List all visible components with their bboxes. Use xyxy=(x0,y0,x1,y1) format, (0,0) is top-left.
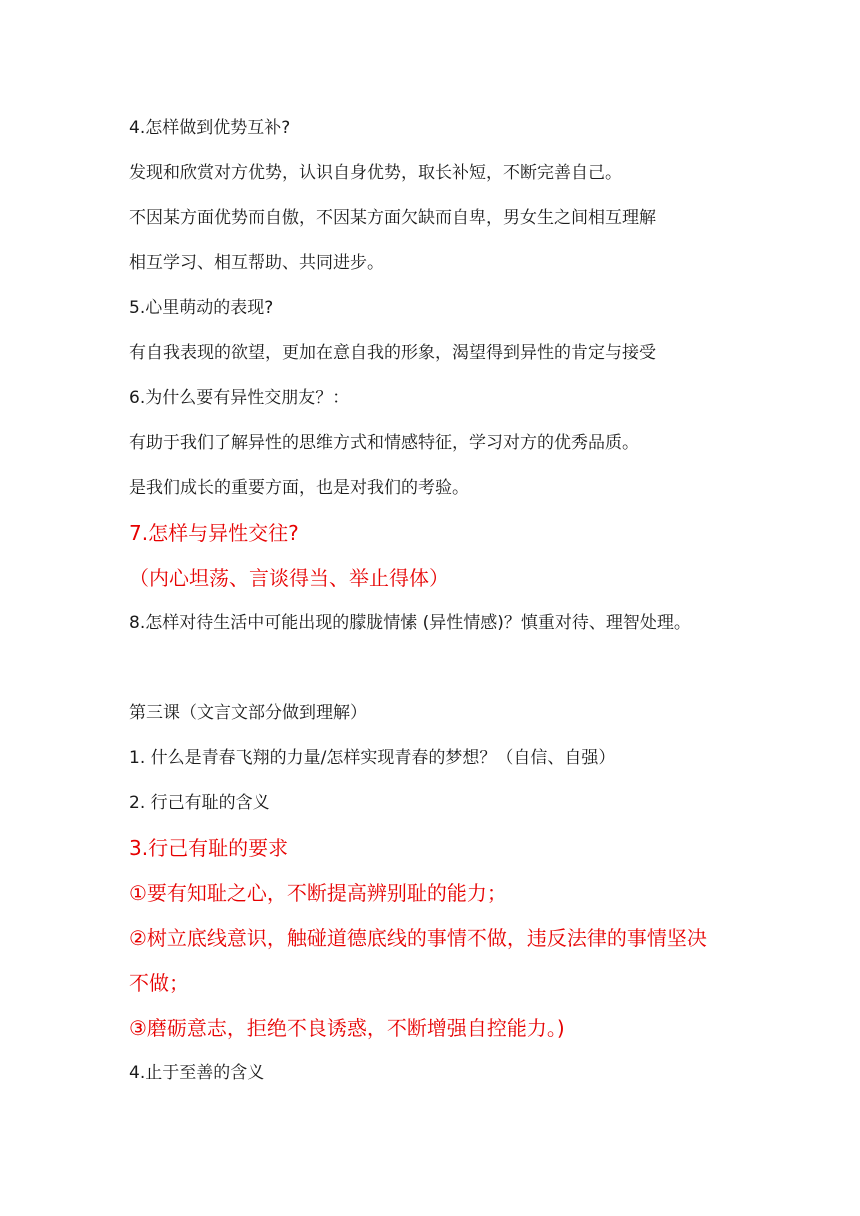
answer-4-line-2: 不因某方面优势而自傲，不因某方面欠缺而自卑，男女生之间相互理解 xyxy=(129,208,656,228)
requirement-2-line-1: ②树立底线意识，触碰道德底线的事情不做，违反法律的事情坚决 xyxy=(129,926,707,950)
requirement-3: ③磨砺意志，拒绝不良诱惑，不断增强自控能力。) xyxy=(129,1016,565,1040)
answer-4-line-1: 发现和欣赏对方优势，认识自身优势，取长补短，不断完善自己。 xyxy=(129,163,622,183)
requirement-1: ①要有知耻之心，不断提高辨别耻的能力； xyxy=(129,881,507,905)
requirement-2-line-2: 不做； xyxy=(129,971,189,995)
question-4-heading: 4.怎样做到优势互补? xyxy=(129,118,291,138)
question-8-line: 8.怎样对待生活中可能出现的朦胧情愫 (异性情感)？慎重对待、理智处理。 xyxy=(129,613,691,633)
lesson-3-item-3-heading: 3.行己有耻的要求 xyxy=(129,836,289,860)
lesson-3-item-2: 2. 行己有耻的含义 xyxy=(129,793,270,813)
answer-4-line-3: 相互学习、相互帮助、共同进步。 xyxy=(129,253,384,273)
lesson-3-title: 第三课（文言文部分做到理解） xyxy=(129,703,367,723)
answer-5-line-1: 有自我表现的欲望，更加在意自我的形象，渴望得到异性的肯定与接受 xyxy=(129,343,656,363)
question-5-heading: 5.心里萌动的表现? xyxy=(129,298,274,318)
answer-7-line-1: （内心坦荡、言谈得当、举止得体） xyxy=(129,566,449,590)
answer-6-line-2: 是我们成长的重要方面，也是对我们的考验。 xyxy=(129,478,469,498)
lesson-3-item-1: 1. 什么是青春飞翔的力量/怎样实现青春的梦想？（自信、自强） xyxy=(129,748,616,768)
question-7-heading: 7.怎样与异性交往? xyxy=(129,521,299,545)
question-6-heading: 6.为什么要有异性交朋友？： xyxy=(129,388,350,408)
answer-6-line-1: 有助于我们了解异性的思维方式和情感特征，学习对方的优秀品质。 xyxy=(129,433,639,453)
lesson-3-item-4: 4.止于至善的含义 xyxy=(129,1063,265,1083)
